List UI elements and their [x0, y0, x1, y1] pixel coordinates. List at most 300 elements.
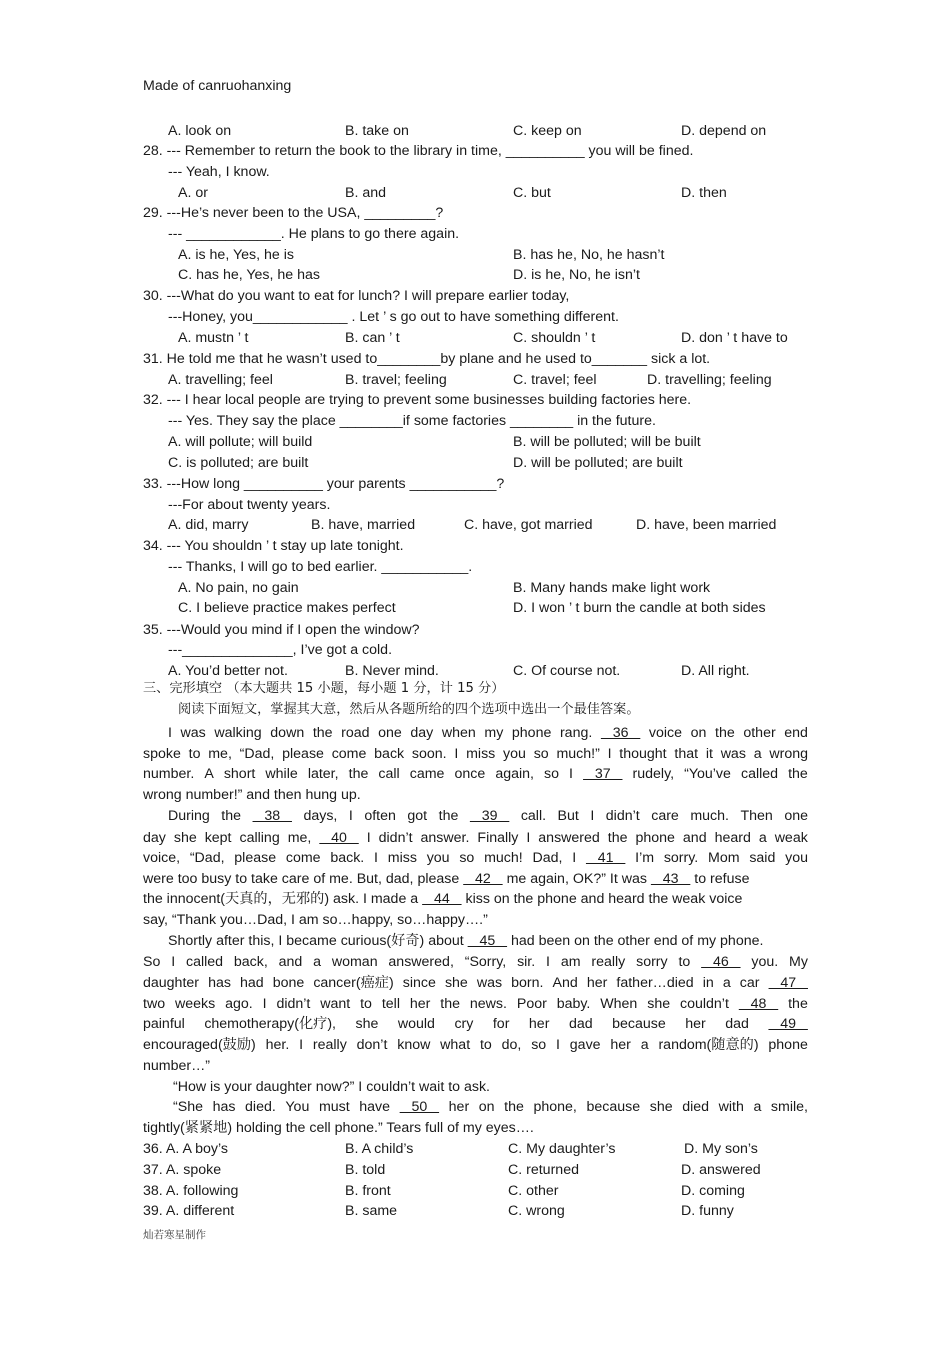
- word: died.: [245, 1099, 276, 1115]
- text-run: 42: [463, 871, 503, 887]
- text-line: [143, 621, 420, 639]
- word: 46: [701, 954, 741, 970]
- word: voice: [648, 725, 683, 741]
- word: the: [438, 808, 459, 824]
- word: didn’t: [276, 996, 311, 1012]
- word: the: [504, 1099, 524, 1115]
- text-run: 37. A. spoke: [143, 1162, 222, 1178]
- text-run: the innocent(天真的，无邪的) ask. I made a: [143, 891, 423, 907]
- text-run: D. travelling; feeling: [647, 372, 772, 388]
- word: came: [409, 766, 445, 782]
- word: Mom: [708, 850, 740, 866]
- text-run: B. Many hands make light work: [513, 580, 711, 596]
- word: other: [743, 725, 776, 741]
- word: phone: [511, 725, 552, 741]
- text-run: Shortly after this, I became curious(好奇) about: [168, 933, 468, 949]
- word: short: [223, 766, 256, 782]
- text-line: [168, 516, 248, 534]
- word: was: [720, 746, 746, 762]
- text-run: 43: [650, 871, 691, 887]
- text-line: [143, 953, 808, 971]
- word: born.: [511, 975, 544, 991]
- text-run: B. Never mind.: [345, 663, 439, 679]
- word: you: [426, 850, 450, 866]
- word: so: [544, 766, 559, 782]
- word: 37: [583, 766, 623, 782]
- word: it: [705, 746, 713, 762]
- text-line: [168, 641, 392, 659]
- word: a: [753, 1099, 762, 1115]
- text-run: 阅读下面短文，掌握其大意，然后从各题所给的四个选项中选出一个最佳答案。: [178, 702, 640, 717]
- word: do,: [501, 1037, 522, 1053]
- word: spoke: [143, 746, 181, 762]
- text-line: [513, 599, 766, 617]
- text-line: [143, 870, 749, 888]
- word: a: [758, 830, 767, 846]
- text-line: [178, 599, 396, 617]
- word: day: [410, 725, 434, 741]
- word: I: [168, 725, 172, 741]
- text-run: 29. ---He’s never been to the USA, _________?: [143, 205, 444, 221]
- word: really: [591, 954, 626, 970]
- word: I: [590, 808, 595, 824]
- word: the: [312, 725, 333, 741]
- text-run: C. travel; feel: [513, 372, 597, 388]
- word: said: [749, 850, 776, 866]
- word: Then: [740, 808, 773, 824]
- text-run: C. returned: [508, 1162, 579, 1178]
- word: would: [397, 1016, 435, 1032]
- text-line: [143, 745, 808, 763]
- word: I: [572, 850, 577, 866]
- word: bone: [272, 975, 305, 991]
- word: smile,: [770, 1099, 808, 1115]
- text-line: [508, 1140, 616, 1158]
- word: on: [690, 725, 707, 741]
- text-line: [508, 1202, 565, 1220]
- word: the: [440, 996, 461, 1012]
- word: road: [341, 725, 370, 741]
- text-run: 35. ---Would you mind if I open the window?: [143, 622, 420, 638]
- text-line: [345, 1202, 397, 1220]
- word: answer.: [420, 830, 470, 846]
- word: My: [789, 954, 808, 970]
- word: in: [702, 975, 714, 991]
- word: please: [234, 850, 277, 866]
- word: to: [678, 954, 691, 970]
- word: had: [239, 975, 264, 991]
- text-line: [178, 246, 294, 264]
- text-line: [143, 1202, 234, 1220]
- text-run: C. Of course not.: [513, 663, 621, 679]
- word: 36: [600, 725, 641, 741]
- text-line: [143, 1015, 808, 1033]
- word: really: [312, 1037, 347, 1053]
- word: random(随意的): [658, 1037, 759, 1053]
- word: a: [313, 954, 322, 970]
- word: weak: [774, 830, 808, 846]
- word: baby.: [556, 996, 591, 1012]
- word: woman: [331, 954, 378, 970]
- text-run: C. other: [508, 1183, 559, 1199]
- text-line: [681, 184, 727, 202]
- text-line: [168, 807, 808, 825]
- word: 41: [585, 850, 626, 866]
- word: 50: [399, 1099, 440, 1115]
- word: I: [171, 954, 176, 970]
- word: that: [674, 746, 699, 762]
- text-line: [143, 537, 404, 555]
- text-line: [345, 184, 386, 202]
- text-line: [508, 1161, 579, 1179]
- text-line: [168, 225, 459, 243]
- text-line: [681, 329, 788, 347]
- text-line: [143, 995, 808, 1013]
- text-run: C. keep on: [513, 123, 582, 139]
- text-run: D. have, been married: [636, 517, 777, 533]
- text-run: A. travelling; feel: [168, 372, 273, 388]
- text-line: [681, 1202, 734, 1220]
- word: her: [528, 1016, 550, 1032]
- text-run: D. depend on: [681, 123, 767, 139]
- word: During: [168, 808, 210, 824]
- text-run: A. is he, Yes, he is: [178, 247, 294, 263]
- text-run: say, “Thank you…Dad, I am so…happy, so…happy….”: [143, 912, 488, 928]
- word: “She: [173, 1099, 203, 1115]
- text-run: B. can ’ t: [345, 330, 400, 346]
- text-run: --- Yeah, I know.: [168, 164, 270, 180]
- word: I’m: [635, 850, 655, 866]
- word: much.: [690, 808, 729, 824]
- word: And: [552, 975, 578, 991]
- text-run: to refuse: [690, 871, 750, 887]
- text-line: [178, 329, 248, 347]
- text-run: 38. A. following: [143, 1183, 239, 1199]
- text-line: [143, 786, 361, 804]
- word: back.: [330, 850, 365, 866]
- word: later,: [307, 766, 339, 782]
- word: what: [440, 1037, 471, 1053]
- word: come: [331, 746, 367, 762]
- word: to: [188, 746, 201, 762]
- word: painful: [143, 1016, 185, 1032]
- word: care: [651, 808, 679, 824]
- text-line: [143, 475, 504, 493]
- word: Dad,: [532, 850, 563, 866]
- text-line: [513, 266, 640, 284]
- text-line: [168, 163, 270, 181]
- text-line: [168, 558, 472, 576]
- text-line: [143, 287, 569, 305]
- text-line: [143, 1182, 238, 1200]
- word: rudely,: [632, 766, 675, 782]
- text-run: wrong number!” and then hung up.: [143, 787, 361, 803]
- text-run: 44: [422, 891, 462, 907]
- word: I: [299, 1037, 304, 1053]
- word: call: [378, 766, 400, 782]
- text-line: [143, 1057, 210, 1075]
- word: Poor: [516, 996, 547, 1012]
- text-run: D. will be polluted; are built: [513, 455, 683, 471]
- word: sorry.: [663, 850, 699, 866]
- text-run: me again, OK?” It was: [502, 871, 651, 887]
- word: she: [647, 996, 671, 1012]
- word: 38: [252, 808, 292, 824]
- text-line: [345, 1182, 391, 1200]
- word: was: [180, 725, 206, 741]
- word: I: [569, 766, 573, 782]
- text-line: [681, 1182, 745, 1200]
- word: chemotherapy(化疗),: [204, 1016, 336, 1032]
- text-run: “How is your daughter now?” I couldn’t wait to ask.: [173, 1079, 491, 1095]
- word: I: [374, 850, 378, 866]
- word: often: [364, 808, 396, 824]
- text-run: B. has he, No, he hasn’t: [513, 247, 665, 263]
- text-run: B. same: [345, 1203, 398, 1219]
- word: for: [492, 1016, 510, 1032]
- text-line: [647, 371, 772, 389]
- word: answered: [538, 830, 600, 846]
- text-line: [345, 1140, 413, 1158]
- word: 48: [738, 996, 779, 1012]
- text-line: [143, 1161, 221, 1179]
- word: walking: [214, 725, 262, 741]
- word: didn’t: [378, 830, 413, 846]
- text-run: A. You’d better not.: [168, 663, 288, 679]
- text-run: A. mustn ’ t: [178, 330, 249, 346]
- text-line: [345, 371, 447, 389]
- text-run: kiss on the phone and heard the weak voice: [461, 891, 743, 907]
- word: her: [448, 1099, 470, 1115]
- word: You: [285, 1099, 310, 1115]
- text-run: B. told: [345, 1162, 386, 1178]
- word: 39: [469, 808, 510, 824]
- word: cancer(癌症): [313, 975, 394, 991]
- text-line: [681, 662, 750, 680]
- text-line: [178, 701, 640, 719]
- text-run: number…”: [143, 1058, 211, 1074]
- word: calling: [239, 830, 280, 846]
- text-run: C. I believe practice makes perfect: [178, 600, 396, 616]
- text-run: 36. A. A boy’s: [143, 1141, 228, 1157]
- word: her: [586, 975, 608, 991]
- text-line: [143, 890, 742, 908]
- word: voice,: [143, 850, 181, 866]
- text-line: [168, 724, 808, 742]
- word: phone: [768, 1037, 808, 1053]
- text-run: D. answered: [681, 1162, 761, 1178]
- text-line: [311, 516, 415, 534]
- text-run: C. My daughter’s: [508, 1141, 616, 1157]
- text-run: C. have, got married: [464, 517, 593, 533]
- text-line: [513, 454, 683, 472]
- word: with: [718, 1099, 744, 1115]
- text-run: 30. ---What do you want to eat for lunch? I will prepare earlier today,: [143, 288, 570, 304]
- text-run: C. has he, Yes, he has: [178, 267, 320, 283]
- word: me,: [287, 830, 312, 846]
- text-line: [178, 579, 299, 597]
- word: much!”: [556, 746, 600, 762]
- word: “Dad,: [189, 850, 225, 866]
- text-line: [168, 496, 330, 514]
- word: want: [320, 996, 351, 1012]
- word: miss: [466, 746, 496, 762]
- text-run: --- ____________. He plans to go there again.: [168, 226, 460, 242]
- word: her: [409, 996, 431, 1012]
- text-run: C. wrong: [508, 1203, 565, 1219]
- word: I: [607, 746, 612, 762]
- word: don’t: [356, 1037, 388, 1053]
- text-line: [143, 849, 808, 867]
- text-line: [143, 204, 443, 222]
- text-line: [178, 184, 208, 202]
- word: I: [454, 746, 459, 762]
- text-line: [168, 932, 763, 950]
- word: she: [173, 830, 197, 846]
- word: rang.: [559, 725, 593, 741]
- word: since: [402, 975, 436, 991]
- word: wrong: [769, 746, 808, 762]
- text-line: [168, 662, 288, 680]
- word: thought: [619, 746, 667, 762]
- word: miss: [387, 850, 417, 866]
- text-line: [513, 184, 551, 202]
- text-line: [345, 662, 439, 680]
- text-run: B. and: [345, 185, 387, 201]
- word: gave: [569, 1037, 601, 1053]
- word: my: [484, 725, 504, 741]
- word: got: [407, 808, 428, 824]
- word: have: [359, 1099, 391, 1115]
- text-line: [143, 391, 691, 409]
- text-run: 31. He told me that he wasn’t used to________by plane and he used to_______ sick a lot.: [143, 351, 711, 367]
- word: daughter: [143, 975, 200, 991]
- text-run: 34. --- You shouldn ’ t stay up late tonight.: [143, 538, 404, 554]
- text-run: D. My son’s: [684, 1141, 758, 1157]
- word: two: [143, 996, 166, 1012]
- word: phone: [635, 830, 675, 846]
- word: her: [685, 1016, 706, 1032]
- word: to: [479, 1037, 492, 1053]
- word: a: [753, 746, 762, 762]
- word: When: [600, 996, 638, 1012]
- word: the: [348, 766, 369, 782]
- word: back,: [233, 954, 268, 970]
- text-run: 32. --- I hear local people are trying to prevent some businesses building factories here.: [143, 392, 692, 408]
- text-line: [168, 308, 619, 326]
- text-line: [168, 433, 312, 451]
- text-line: [143, 974, 808, 992]
- word: father…died: [616, 975, 694, 991]
- text-run: had been on the other end of my phone.: [507, 933, 764, 949]
- text-run: C. shouldn ’ t: [513, 330, 596, 346]
- word: Finally: [477, 830, 519, 846]
- word: she: [355, 1016, 379, 1032]
- word: while: [265, 766, 298, 782]
- text-line: [345, 329, 400, 347]
- word: she: [649, 1099, 673, 1115]
- word: weeks: [174, 996, 216, 1012]
- page-footer: 灿若寒星制作: [143, 1229, 206, 1241]
- text-run: ---For about twenty years.: [168, 497, 331, 513]
- text-line: [143, 911, 488, 929]
- word: once: [454, 766, 486, 782]
- text-run: --- Thanks, I will go to bed earlier. ___________.: [168, 559, 473, 575]
- word: I: [348, 808, 353, 824]
- word: the: [221, 808, 242, 824]
- text-run: B. A child’s: [345, 1141, 414, 1157]
- word: you: [503, 746, 526, 762]
- word: didn’t: [605, 808, 640, 824]
- text-line: [168, 122, 231, 140]
- word: sorry: [636, 954, 668, 970]
- text-line: [636, 516, 776, 534]
- word: her: [610, 1037, 631, 1053]
- word: kept: [204, 830, 232, 846]
- text-line: [178, 266, 320, 284]
- text-line: [513, 371, 597, 389]
- word: soon.: [411, 746, 447, 762]
- word: down: [270, 725, 305, 741]
- text-line: [143, 1140, 228, 1158]
- word: she: [444, 975, 468, 991]
- word: called: [740, 766, 779, 782]
- word: end: [784, 725, 808, 741]
- text-line: [513, 579, 710, 597]
- text-line: [508, 1182, 558, 1200]
- word: know: [397, 1037, 431, 1053]
- word: car: [739, 975, 760, 991]
- text-line: [345, 122, 409, 140]
- text-line: [173, 1098, 808, 1116]
- text-line: [345, 1161, 385, 1179]
- word: 40: [319, 830, 359, 846]
- text-line: [513, 122, 582, 140]
- text-run: A. did, marry: [168, 517, 249, 533]
- word: come: [285, 850, 321, 866]
- text-line: [513, 433, 701, 451]
- word: has: [208, 975, 231, 991]
- text-run: A. look on: [168, 123, 232, 139]
- word: please: [282, 746, 324, 762]
- text-run: D. funny: [681, 1203, 734, 1219]
- text-run: B. travel; feeling: [345, 372, 447, 388]
- word: because: [612, 1016, 666, 1032]
- word: tell: [381, 996, 400, 1012]
- text-run: D. then: [681, 185, 727, 201]
- text-line: [143, 1036, 808, 1054]
- text-run: D. coming: [681, 1183, 745, 1199]
- word: called: [185, 954, 224, 970]
- text-line: [143, 829, 808, 847]
- text-line: [143, 1119, 534, 1137]
- word: I: [526, 830, 531, 846]
- word: 47: [768, 975, 808, 991]
- word: the: [607, 830, 628, 846]
- text-line: [143, 680, 504, 698]
- word: news.: [469, 996, 507, 1012]
- text-line: [513, 246, 664, 264]
- word: couldn’t: [679, 996, 729, 1012]
- word: must: [318, 1099, 350, 1115]
- word: much!: [484, 850, 523, 866]
- text-run: 三、完形填空 （本大题共 15 小题，每小题 1 分，计 15 分）: [143, 681, 505, 696]
- word: I: [546, 954, 550, 970]
- text-run: A. No pain, no gain: [178, 580, 299, 596]
- text-run: 33. ---How long __________ your parents ___________?: [143, 476, 505, 492]
- word: am: [560, 954, 581, 970]
- text-line: [173, 1078, 490, 1096]
